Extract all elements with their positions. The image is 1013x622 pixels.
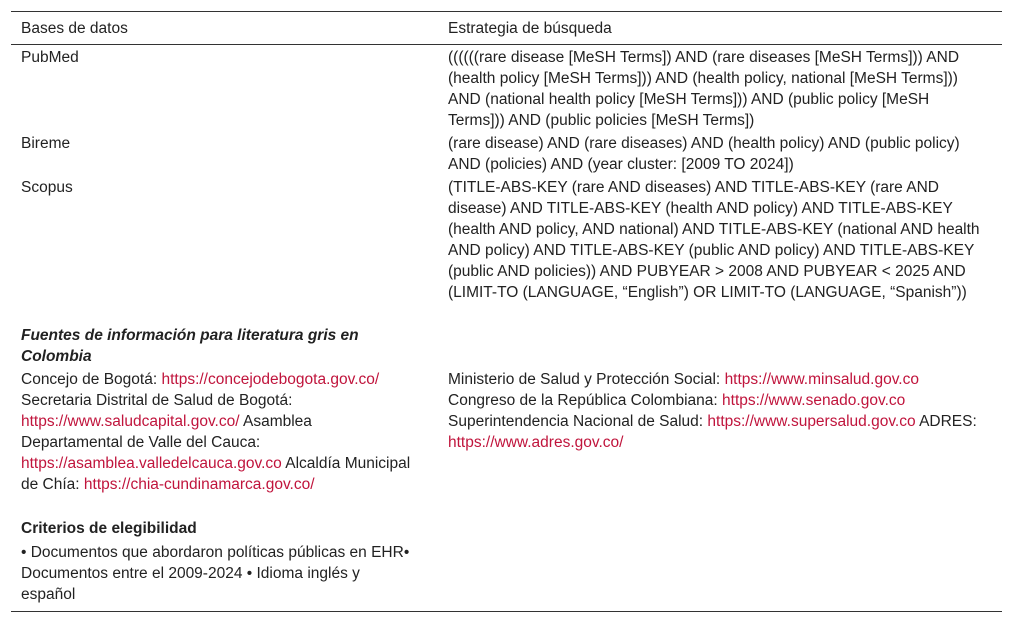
source-name: Superintendencia Nacional de Salud:	[448, 413, 704, 430]
table-header	[11, 12, 1002, 45]
criteria-item: • Documentos que abordaron políticas públicas en EHR	[21, 544, 404, 561]
source-name: Congreso de la República Colombiana:	[448, 392, 718, 409]
source-link[interactable]: https://www.adres.gov.co/	[448, 434, 624, 451]
source-link[interactable]: https://asamblea.valledelcauca.gov.co	[21, 455, 282, 472]
row-strategy-pubmed: ((((((rare disease [MeSH Terms]) AND (rare diseases [MeSH Terms])) AND (health policy [MeSH Terms])) AND (health policy, national [MeSH Terms])) AND (national health policy [MeSH Terms])) AND (public policy [MeSH Terms])) AND (public policies [MeSH Terms])	[448, 49, 960, 129]
source-name: Concejo de Bogotá:	[21, 371, 158, 388]
grey-literature-title: Fuentes de información para literatura gris en Colombia	[21, 327, 359, 365]
row-db-scopus: Scopus	[21, 179, 73, 196]
source-link[interactable]: https://concejodebogota.gov.co/	[161, 371, 380, 388]
source-link[interactable]: https://www.supersalud.gov.co	[707, 413, 916, 430]
header-strategy: Estrategia de búsqueda	[448, 20, 612, 37]
source-link[interactable]: https://chia-cundinamarca.gov.co/	[83, 476, 315, 493]
source-link[interactable]: https://www.senado.gov.co	[722, 392, 906, 409]
source-link[interactable]: https://www.minsalud.gov.co	[724, 371, 919, 388]
source-name: Ministerio de Salud y Protección Social:	[448, 371, 721, 388]
header-databases: Bases de datos	[21, 20, 128, 37]
row-db-bireme: Bireme	[21, 135, 71, 152]
criteria-title: Criterios de elegibilidad	[21, 520, 197, 537]
criteria-item: • Idioma inglés y español	[21, 565, 360, 603]
criteria-list	[21, 542, 416, 605]
source-name: Secretaria Distrital de Salud de Bogotá:	[21, 392, 293, 409]
grey-literature-right	[448, 369, 983, 453]
source-name: Alcaldía Municipal de Chía:	[21, 455, 411, 493]
criteria-item: • Documentos entre el 2009-2024	[21, 544, 410, 582]
grey-literature-left	[21, 369, 416, 495]
source-link[interactable]: https://www.saludcapital.gov.co/	[21, 413, 240, 430]
search-strategy-table	[11, 11, 1002, 612]
row-db-pubmed: PubMed	[21, 49, 79, 66]
row-strategy-bireme: (rare disease) AND (rare diseases) AND (health policy) AND (public policy) AND (policies) AND (year cluster: [2009 TO 2024])	[448, 135, 960, 173]
row-strategy-scopus: (TITLE-ABS-KEY (rare AND diseases) AND TITLE-ABS-KEY (rare AND disease) AND TITLE-ABS-KEY (health AND policy) AND TITLE-ABS-KEY (health AND policy, AND national) AND TITLE-ABS-KEY (national AND health AND policy) AND TITLE-ABS-KEY (public AND policy) AND TITLE-ABS-KEY (public AND policies)) AND PUBYEAR > 2008 AND PUBYEAR < 2025 AND (LIMIT-TO (LANGUAGE, “English”) OR LIMIT-TO (LANGUAGE, “Spanish”))	[448, 179, 980, 301]
source-name: ADRES:	[919, 413, 977, 430]
source-name: Asamblea Departamental de Valle del Cauca:	[21, 413, 312, 451]
